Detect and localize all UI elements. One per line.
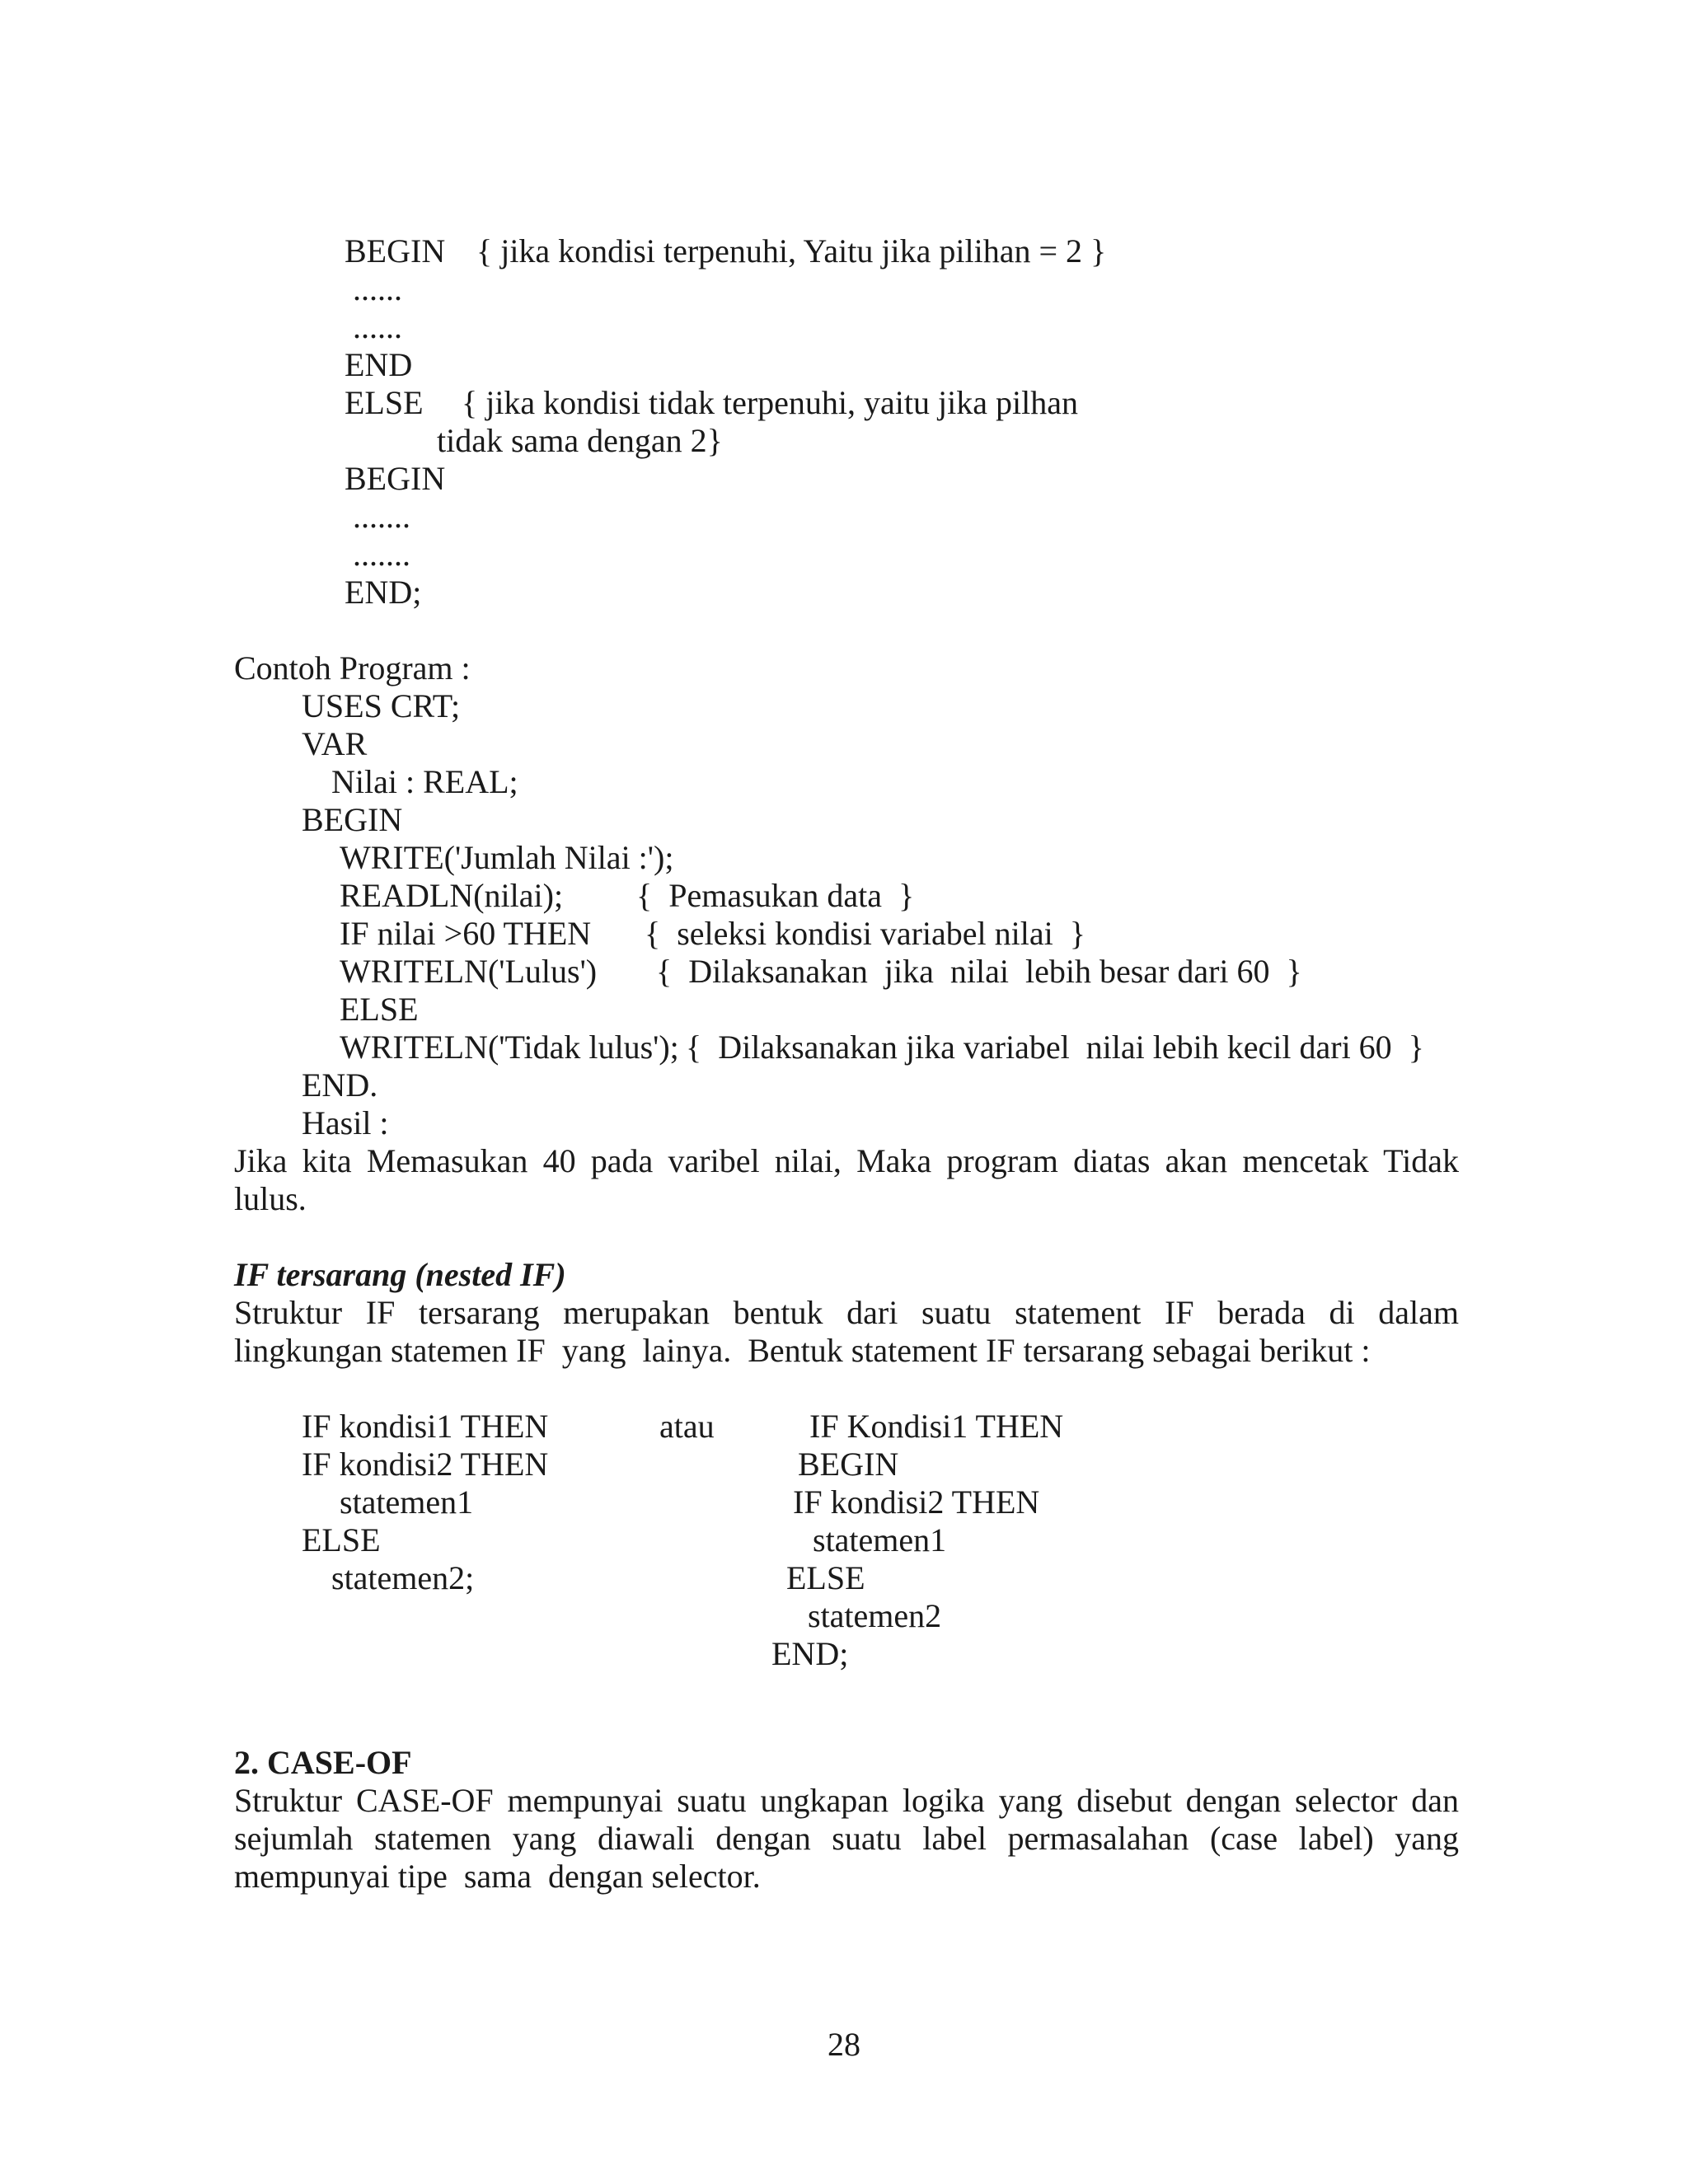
syntax-else-comment-cont: tidak sama dengan 2} (437, 422, 723, 459)
nested-left-line: statemen2; (331, 1559, 475, 1596)
case-of-para-line-2: sejumlah statemen yang diawali dengan suatu label permasalahan (case label) yang (234, 1820, 1459, 1857)
code-var: VAR (302, 725, 368, 762)
syntax-else: ELSE (345, 384, 424, 421)
syntax-begin-1-comment: { jika kondisi terpenuhi, Yaitu jika pilihan = 2 } (476, 232, 1107, 269)
nested-atau: atau (659, 1408, 715, 1445)
result-line-1: Jika kita Memasukan 40 pada varibel nilai, Maka program diatas akan mencetak Tidak (234, 1142, 1459, 1179)
syntax-dots-2: ...... (353, 308, 402, 345)
syntax-begin-1: BEGIN (345, 232, 446, 269)
code-else: ELSE (340, 991, 419, 1028)
nested-left-line: ELSE (302, 1521, 381, 1558)
code-writeln-tidak: WRITELN('Tidak lulus'); (340, 1029, 679, 1066)
code-writeln-lulus: WRITELN('Lulus') (340, 953, 598, 990)
nested-if-para-line-1: Struktur IF tersarang merupakan bentuk dari suatu statement IF berada di dalam (234, 1294, 1459, 1331)
code-decl: Nilai : REAL; (331, 763, 518, 800)
nested-right-line: statemen2 (808, 1597, 942, 1634)
syntax-dots-1: ...... (353, 270, 402, 307)
code-writeln-tidak-comment: { Dilaksanakan jika variabel nilai lebih kecil dari 60 } (686, 1029, 1424, 1066)
syntax-dots-3: ....... (353, 498, 410, 535)
code-if-comment: { seleksi kondisi variabel nilai } (645, 915, 1085, 952)
code-write: WRITE('Jumlah Nilai :'); (340, 839, 674, 876)
nested-if-para-line-2: lingkungan statemen IF yang lainya. Bentuk statement IF tersarang sebagai berikut : (234, 1332, 1371, 1369)
nested-right-line: BEGIN (798, 1446, 899, 1483)
code-readln-comment: { Pemasukan data } (636, 877, 915, 914)
syntax-else-comment: { jika kondisi tidak terpenuhi, yaitu jika pilhan (462, 384, 1078, 421)
code-end: END. (302, 1066, 378, 1104)
nested-right-line: ELSE (786, 1559, 865, 1596)
code-readln: READLN(nilai); (340, 877, 564, 914)
hasil-label: Hasil : (302, 1104, 389, 1141)
code-if: IF nilai >60 THEN (340, 915, 592, 952)
nested-right-line: statemen1 (813, 1521, 947, 1558)
page-number: 28 (828, 2026, 860, 2063)
nested-if-heading: IF tersarang (nested IF) (234, 1256, 566, 1293)
example-heading: Contoh Program : (234, 649, 471, 687)
nested-left-line: IF kondisi2 THEN (302, 1446, 549, 1483)
nested-right-line: END; (771, 1635, 849, 1672)
syntax-begin-2: BEGIN (345, 460, 446, 497)
code-uses: USES CRT; (302, 687, 461, 724)
syntax-dots-4: ....... (353, 536, 410, 573)
nested-left-line: statemen1 (340, 1483, 474, 1521)
result-line-2: lulus. (234, 1180, 307, 1217)
nested-left-line: IF kondisi1 THEN (302, 1408, 549, 1445)
nested-right-line: IF Kondisi1 THEN (809, 1408, 1064, 1445)
code-writeln-lulus-comment: { Dilaksanakan jika nilai lebih besar dari 60 } (656, 953, 1302, 990)
case-of-para-line-3: mempunyai tipe sama dengan selector. (234, 1858, 761, 1895)
case-of-heading: 2. CASE-OF (234, 1744, 412, 1781)
case-of-para-line-1: Struktur CASE-OF mempunyai suatu ungkapan logika yang disebut dengan selector dan (234, 1782, 1459, 1819)
syntax-end-2: END; (345, 574, 422, 611)
nested-right-line: IF kondisi2 THEN (793, 1483, 1040, 1521)
code-begin: BEGIN (302, 801, 403, 838)
syntax-end-1: END (345, 346, 413, 383)
